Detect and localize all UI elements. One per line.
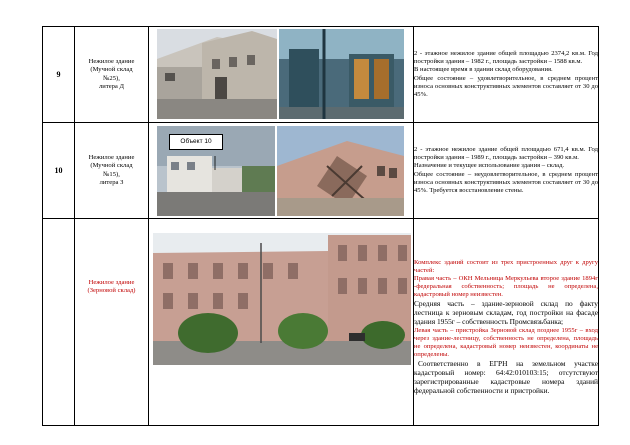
description-cell: [414, 27, 599, 123]
building-photo: [157, 29, 277, 119]
name-line: №25),: [103, 74, 120, 82]
interior-photo: [279, 29, 404, 119]
building-name: [75, 27, 149, 123]
description-paragraph: В настоящее время в здании склад оборудования.: [414, 66, 553, 74]
table-row: [43, 123, 599, 219]
description-intro: Комплекс зданий состоит из трех пристроенных друг к другу частей:: [414, 259, 598, 275]
name-line: Нежилое здание: [88, 58, 135, 66]
damage-photo: [277, 126, 404, 216]
name-line: Нежилое здание: [88, 154, 135, 162]
site-photo: [157, 126, 275, 216]
description-paragraph: Правая часть – ОКН Мельница Меркульева второе здание 1894г -федеральная собственность; площадь не определена, кадастровый номер неизвестен.: [414, 275, 598, 299]
photos-cell: [149, 27, 414, 123]
row-number: 9: [43, 27, 75, 123]
description-paragraph: Общее состояние – неудовлетворительное, в среднем процент износа основных конструктивных элементов составляет от 30 до 45%. Требуется восстановление стены.: [414, 170, 598, 194]
photos-cell: [149, 219, 414, 426]
description-paragraph: 2 - этажное нежилое здание общей площадью 2374,2 кв.м. Год постройки здания – 1982 г., площадь застройки – 1588 кв.м.: [414, 50, 598, 66]
row-number: 10: [43, 123, 75, 219]
name-line: литера Д: [99, 82, 124, 90]
table-row: [43, 219, 599, 426]
description-paragraph: Общее состояние – удовлетворительное, в среднем процент износа основных конструктивных элементов составляет от 30 до 45%.: [414, 74, 598, 98]
description-paragraph: Соответственно в ЕГРН на земельном участке кадастровый номер: 64:42:010103:15; отсутствуют зарегистрированные кадастровые номера зданий федеральной собственности и пристройки.: [414, 358, 598, 395]
object-callout: Объект 10: [169, 134, 223, 150]
name-line: литера З: [99, 178, 124, 186]
photos-cell: [149, 123, 414, 219]
description-paragraph: Средняя часть – здание-зерновой склад по факту лестница к зерновым складам, год постройки на фасаде здания 1955г – собственность Промсвязьбанка;: [414, 299, 598, 327]
name-line: №15),: [103, 170, 120, 178]
description-paragraph: 2 - этажное нежилое здание общей площадью 671,4 кв.м. Год постройки здания – 1989 г., площадь застройки – 390 кв.м.: [414, 146, 598, 162]
name-line: (Зерновой склад): [87, 287, 136, 295]
description-paragraph: Назначение и текущее использование здания – склад.: [414, 162, 565, 170]
description-paragraph: Левая часть – пристройка Зерновой склад позднее 1955г – вход через здание-лестницу, собственность не определена, площадь не определена, кадастровый номер неизвестен, координаты не определены.: [414, 326, 598, 358]
building-name: [75, 219, 149, 426]
granary-photo: [153, 233, 411, 365]
row-number: [43, 219, 75, 426]
description-cell: [414, 123, 599, 219]
buildings-table: [42, 26, 599, 426]
name-line: (Мучной склад: [90, 162, 133, 170]
building-name: [75, 123, 149, 219]
name-line: (Мучной склад: [90, 66, 133, 74]
description-cell: [414, 219, 599, 426]
table-row: [43, 27, 599, 123]
name-line: Нежилое здание: [88, 279, 135, 286]
